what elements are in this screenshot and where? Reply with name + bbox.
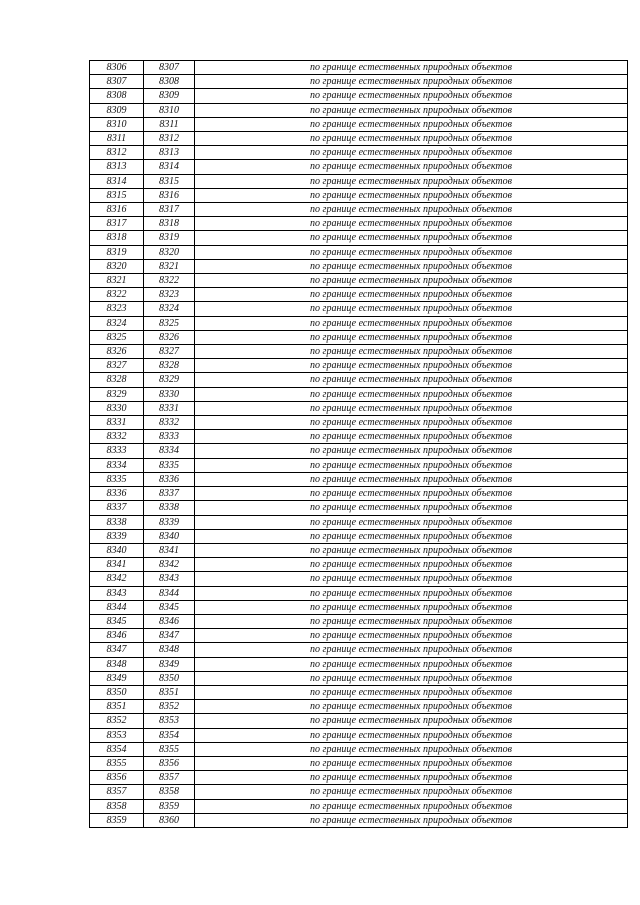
table-row	[90, 132, 628, 146]
boundary-description-cell: по границе естественных природных объектов	[195, 685, 628, 699]
boundary-description-cell: по границе естественных природных объектов	[195, 75, 628, 89]
point-from-cell: 8307	[90, 75, 144, 89]
table-row	[90, 103, 628, 117]
table-row	[90, 430, 628, 444]
table-row	[90, 742, 628, 756]
point-to-cell: 8360	[144, 813, 195, 827]
point-to-cell: 8359	[144, 799, 195, 813]
table-row	[90, 359, 628, 373]
point-to-cell: 8309	[144, 89, 195, 103]
point-to-cell: 8328	[144, 359, 195, 373]
boundary-description-cell: по границе естественных природных объектов	[195, 302, 628, 316]
boundary-description-cell: по границе естественных природных объектов	[195, 529, 628, 543]
point-to-cell: 8358	[144, 785, 195, 799]
table-row	[90, 614, 628, 628]
boundary-description-cell: по границе естественных природных объектов	[195, 487, 628, 501]
point-from-cell: 8337	[90, 501, 144, 515]
point-to-cell: 8331	[144, 401, 195, 415]
boundary-description-cell: по границе естественных природных объектов	[195, 472, 628, 486]
point-to-cell: 8335	[144, 458, 195, 472]
boundary-description-cell: по границе естественных природных объектов	[195, 316, 628, 330]
boundary-description-cell: по границе естественных природных объектов	[195, 813, 628, 827]
point-to-cell: 8333	[144, 430, 195, 444]
table-row	[90, 685, 628, 699]
point-to-cell: 8311	[144, 117, 195, 131]
table-row	[90, 302, 628, 316]
boundary-description-cell: по границе естественных природных объектов	[195, 756, 628, 770]
point-to-cell: 8341	[144, 543, 195, 557]
boundary-description-cell: по границе естественных природных объектов	[195, 614, 628, 628]
table-row	[90, 472, 628, 486]
point-from-cell: 8329	[90, 387, 144, 401]
table-row	[90, 671, 628, 685]
table-row	[90, 274, 628, 288]
point-from-cell: 8344	[90, 600, 144, 614]
table-row	[90, 160, 628, 174]
table-row	[90, 330, 628, 344]
table-row	[90, 799, 628, 813]
boundary-description-cell: по границе естественных природных объектов	[195, 543, 628, 557]
table-row	[90, 771, 628, 785]
table-row	[90, 501, 628, 515]
point-from-cell: 8334	[90, 458, 144, 472]
table-row	[90, 543, 628, 557]
point-from-cell: 8333	[90, 444, 144, 458]
table-row	[90, 572, 628, 586]
point-to-cell: 8343	[144, 572, 195, 586]
table-row	[90, 61, 628, 75]
point-from-cell: 8316	[90, 203, 144, 217]
boundary-description-cell: по границе естественных природных объектов	[195, 387, 628, 401]
table-row	[90, 401, 628, 415]
point-to-cell: 8345	[144, 600, 195, 614]
boundary-description-cell: по границе естественных природных объектов	[195, 586, 628, 600]
boundary-description-cell: по границе естественных природных объектов	[195, 89, 628, 103]
boundary-description-cell: по границе естественных природных объектов	[195, 572, 628, 586]
point-from-cell: 8346	[90, 629, 144, 643]
table-row	[90, 89, 628, 103]
point-to-cell: 8350	[144, 671, 195, 685]
table-row	[90, 629, 628, 643]
table-row	[90, 146, 628, 160]
point-to-cell: 8344	[144, 586, 195, 600]
boundary-description-cell: по границе естественных природных объектов	[195, 771, 628, 785]
point-to-cell: 8347	[144, 629, 195, 643]
point-to-cell: 8349	[144, 657, 195, 671]
point-to-cell: 8316	[144, 188, 195, 202]
boundary-description-cell: по границе естественных природных объектов	[195, 401, 628, 415]
table-row	[90, 117, 628, 131]
table-row	[90, 458, 628, 472]
table-row	[90, 416, 628, 430]
point-from-cell: 8341	[90, 558, 144, 572]
point-from-cell: 8342	[90, 572, 144, 586]
point-from-cell: 8356	[90, 771, 144, 785]
point-from-cell: 8319	[90, 245, 144, 259]
table-row	[90, 714, 628, 728]
boundary-description-cell: по границе естественных природных объектов	[195, 174, 628, 188]
point-to-cell: 8337	[144, 487, 195, 501]
boundary-description-cell: по границе естественных природных объектов	[195, 728, 628, 742]
point-from-cell: 8315	[90, 188, 144, 202]
point-from-cell: 8313	[90, 160, 144, 174]
boundary-description-cell: по границе естественных природных объектов	[195, 259, 628, 273]
boundary-description-cell: по границе естественных природных объектов	[195, 714, 628, 728]
point-to-cell: 8338	[144, 501, 195, 515]
point-to-cell: 8339	[144, 515, 195, 529]
table-body	[90, 61, 628, 828]
point-to-cell: 8325	[144, 316, 195, 330]
boundary-description-cell: по границе естественных природных объектов	[195, 657, 628, 671]
point-to-cell: 8356	[144, 756, 195, 770]
boundary-description-cell: по границе естественных природных объектов	[195, 345, 628, 359]
table-row	[90, 203, 628, 217]
point-to-cell: 8336	[144, 472, 195, 486]
point-to-cell: 8353	[144, 714, 195, 728]
point-from-cell: 8320	[90, 259, 144, 273]
boundary-description-cell: по границе естественных природных объектов	[195, 217, 628, 231]
boundary-description-cell: по границе естественных природных объектов	[195, 274, 628, 288]
point-from-cell: 8326	[90, 345, 144, 359]
point-from-cell: 8331	[90, 416, 144, 430]
table-row	[90, 188, 628, 202]
point-from-cell: 8327	[90, 359, 144, 373]
point-from-cell: 8322	[90, 288, 144, 302]
table-row	[90, 259, 628, 273]
table-row	[90, 813, 628, 827]
boundary-points-table	[89, 60, 628, 828]
table-row	[90, 387, 628, 401]
boundary-description-cell: по границе естественных природных объектов	[195, 146, 628, 160]
point-from-cell: 8311	[90, 132, 144, 146]
boundary-description-cell: по границе естественных природных объектов	[195, 61, 628, 75]
point-to-cell: 8315	[144, 174, 195, 188]
point-to-cell: 8308	[144, 75, 195, 89]
table-row	[90, 700, 628, 714]
point-from-cell: 8349	[90, 671, 144, 685]
boundary-description-cell: по границе естественных природных объектов	[195, 458, 628, 472]
point-to-cell: 8354	[144, 728, 195, 742]
point-to-cell: 8329	[144, 373, 195, 387]
table-row	[90, 600, 628, 614]
point-to-cell: 8321	[144, 259, 195, 273]
point-from-cell: 8352	[90, 714, 144, 728]
boundary-description-cell: по границе естественных природных объектов	[195, 330, 628, 344]
point-to-cell: 8327	[144, 345, 195, 359]
boundary-description-cell: по границе естественных природных объектов	[195, 700, 628, 714]
point-to-cell: 8332	[144, 416, 195, 430]
point-to-cell: 8326	[144, 330, 195, 344]
boundary-description-cell: по границе естественных природных объектов	[195, 671, 628, 685]
point-to-cell: 8307	[144, 61, 195, 75]
table-row	[90, 75, 628, 89]
point-to-cell: 8313	[144, 146, 195, 160]
point-to-cell: 8351	[144, 685, 195, 699]
boundary-description-cell: по границе естественных природных объектов	[195, 643, 628, 657]
table-row	[90, 643, 628, 657]
point-from-cell: 8335	[90, 472, 144, 486]
table-row	[90, 657, 628, 671]
table-row	[90, 345, 628, 359]
boundary-description-cell: по границе естественных природных объектов	[195, 203, 628, 217]
table-row	[90, 373, 628, 387]
point-from-cell: 8321	[90, 274, 144, 288]
boundary-description-cell: по границе естественных природных объектов	[195, 501, 628, 515]
point-to-cell: 8357	[144, 771, 195, 785]
boundary-description-cell: по границе естественных природных объектов	[195, 188, 628, 202]
boundary-description-cell: по границе естественных природных объектов	[195, 231, 628, 245]
point-from-cell: 8359	[90, 813, 144, 827]
point-to-cell: 8320	[144, 245, 195, 259]
boundary-description-cell: по границе естественных природных объектов	[195, 600, 628, 614]
table-row	[90, 316, 628, 330]
boundary-description-cell: по границе естественных природных объектов	[195, 785, 628, 799]
point-from-cell: 8358	[90, 799, 144, 813]
boundary-description-cell: по границе естественных природных объектов	[195, 629, 628, 643]
point-to-cell: 8314	[144, 160, 195, 174]
point-from-cell: 8354	[90, 742, 144, 756]
point-to-cell: 8340	[144, 529, 195, 543]
table-row	[90, 785, 628, 799]
point-from-cell: 8351	[90, 700, 144, 714]
boundary-description-cell: по границе естественных природных объектов	[195, 103, 628, 117]
point-to-cell: 8323	[144, 288, 195, 302]
point-from-cell: 8343	[90, 586, 144, 600]
point-from-cell: 8306	[90, 61, 144, 75]
point-from-cell: 8330	[90, 401, 144, 415]
boundary-description-cell: по границе естественных природных объектов	[195, 245, 628, 259]
point-to-cell: 8312	[144, 132, 195, 146]
point-to-cell: 8342	[144, 558, 195, 572]
boundary-description-cell: по границе естественных природных объектов	[195, 288, 628, 302]
point-from-cell: 8325	[90, 330, 144, 344]
point-from-cell: 8328	[90, 373, 144, 387]
boundary-description-cell: по границе естественных природных объектов	[195, 558, 628, 572]
table-row	[90, 174, 628, 188]
point-from-cell: 8324	[90, 316, 144, 330]
point-from-cell: 8350	[90, 685, 144, 699]
table-row	[90, 288, 628, 302]
point-from-cell: 8339	[90, 529, 144, 543]
point-to-cell: 8348	[144, 643, 195, 657]
point-from-cell: 8340	[90, 543, 144, 557]
boundary-description-cell: по границе естественных природных объектов	[195, 359, 628, 373]
boundary-description-cell: по границе естественных природных объектов	[195, 117, 628, 131]
point-from-cell: 8314	[90, 174, 144, 188]
point-to-cell: 8310	[144, 103, 195, 117]
table-row	[90, 558, 628, 572]
point-from-cell: 8345	[90, 614, 144, 628]
point-from-cell: 8332	[90, 430, 144, 444]
table-row	[90, 487, 628, 501]
boundary-description-cell: по границе естественных природных объектов	[195, 515, 628, 529]
point-to-cell: 8322	[144, 274, 195, 288]
point-from-cell: 8317	[90, 217, 144, 231]
point-to-cell: 8324	[144, 302, 195, 316]
table-row	[90, 529, 628, 543]
point-to-cell: 8319	[144, 231, 195, 245]
point-from-cell: 8355	[90, 756, 144, 770]
point-from-cell: 8318	[90, 231, 144, 245]
boundary-description-cell: по границе естественных природных объектов	[195, 416, 628, 430]
point-from-cell: 8347	[90, 643, 144, 657]
boundary-description-cell: по границе естественных природных объектов	[195, 799, 628, 813]
point-from-cell: 8336	[90, 487, 144, 501]
table-row	[90, 231, 628, 245]
point-from-cell: 8309	[90, 103, 144, 117]
boundary-description-cell: по границе естественных природных объектов	[195, 742, 628, 756]
table-row	[90, 217, 628, 231]
point-to-cell: 8317	[144, 203, 195, 217]
point-from-cell: 8348	[90, 657, 144, 671]
point-to-cell: 8355	[144, 742, 195, 756]
table-row	[90, 245, 628, 259]
table-row	[90, 515, 628, 529]
boundary-description-cell: по границе естественных природных объектов	[195, 373, 628, 387]
table-row	[90, 586, 628, 600]
point-to-cell: 8318	[144, 217, 195, 231]
boundary-description-cell: по границе естественных природных объектов	[195, 444, 628, 458]
point-to-cell: 8330	[144, 387, 195, 401]
point-from-cell: 8323	[90, 302, 144, 316]
point-from-cell: 8353	[90, 728, 144, 742]
table-row	[90, 728, 628, 742]
table-row	[90, 756, 628, 770]
boundary-description-cell: по границе естественных природных объектов	[195, 430, 628, 444]
point-from-cell: 8310	[90, 117, 144, 131]
point-to-cell: 8346	[144, 614, 195, 628]
table-row	[90, 444, 628, 458]
point-to-cell: 8334	[144, 444, 195, 458]
point-from-cell: 8308	[90, 89, 144, 103]
point-to-cell: 8352	[144, 700, 195, 714]
point-from-cell: 8338	[90, 515, 144, 529]
point-from-cell: 8312	[90, 146, 144, 160]
point-from-cell: 8357	[90, 785, 144, 799]
boundary-description-cell: по границе естественных природных объектов	[195, 132, 628, 146]
boundary-description-cell: по границе естественных природных объектов	[195, 160, 628, 174]
